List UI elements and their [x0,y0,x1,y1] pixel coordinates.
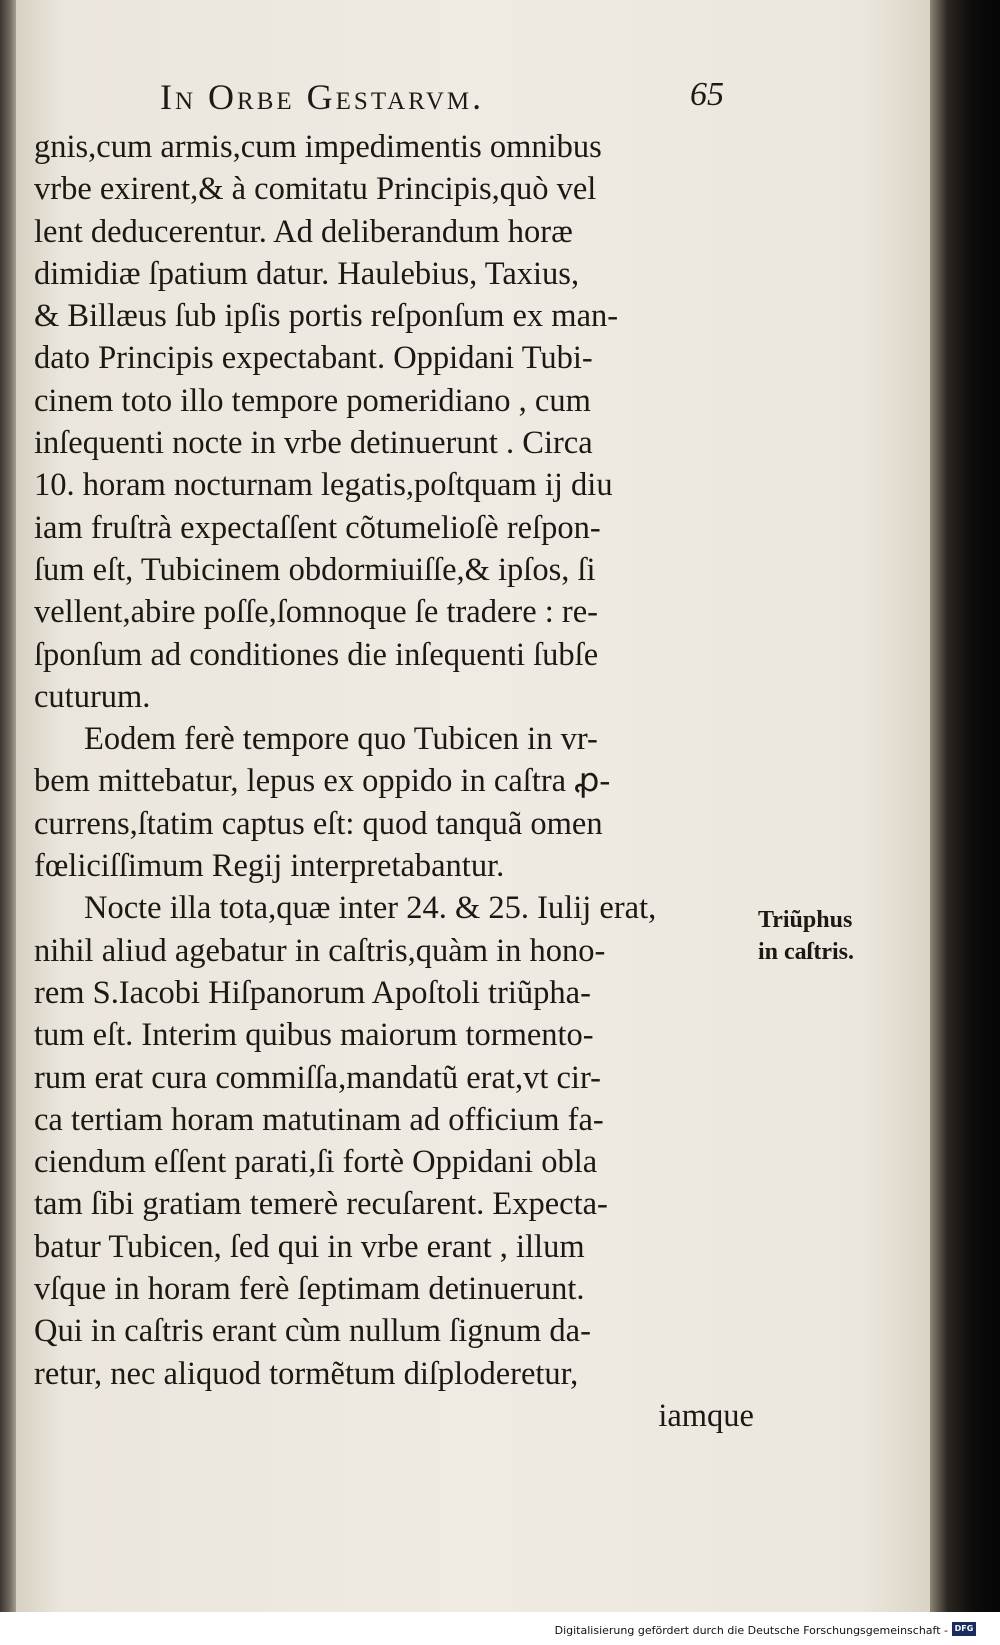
text-line: ſponſum ad conditiones die inſequenti ſubſe [34,636,599,673]
text-line: 10. horam nocturnam legatis,poſtquam ij diu [34,467,613,504]
text-line: cinem toto illo tempore pomeridiano , cum [34,382,591,419]
text-line: fœliciſſimum Regij interpretabantur. [34,848,505,885]
text-line: vrbe exirent,& à comitatu Principis,quò vel [34,171,597,208]
digitization-credit: Digitalisierung gefördert durch die Deutsche Forschungsgemeinschaft - [554,1624,948,1637]
text-line: inſequenti nocte in vrbe detinuerunt . Circa [34,425,593,462]
text-line: tum eſt. Interim quibus maiorum tormento- [34,1017,594,1054]
catchword: iamque [658,1397,754,1434]
text-line: ſum eſt, Tubicinem obdormiuiſſe,& ipſos, ſi [34,551,596,588]
text-line: cuturum. [34,678,151,715]
body-text [34,126,754,1437]
text-line: retur, nec aliquod tormẽtum diſploderetur, [34,1355,579,1392]
text-line: dato Principis expectabant. Oppidani Tubi- [34,340,593,377]
text-line: dimidiæ ſpatium datur. Haulebius, Taxius, [34,255,580,292]
text-line: currens,ſtatim captus eſt: quod tanquã omen [34,805,603,842]
margin-note-line: in caſtris. [758,939,854,965]
text-line: ciendum eſſent parati,ſi fortè Oppidani obla [34,1144,598,1181]
text-line: Eodem ferè tempore quo Tubicen in vr- [84,721,598,758]
dfg-logo: DFG [952,1622,976,1636]
text-line: tam ſibi gratiam temerè recuſarent. Expecta- [34,1186,608,1223]
text-line: lent deducerentur. Ad deliberandum horæ [34,213,573,250]
text-line: & Billæus ſub ipſis portis reſponſum ex man- [34,298,619,335]
text-line: Nocte illa tota,quæ inter 24. & 25. Iulij erat, [84,890,657,927]
scan-left-edge [0,0,16,1612]
text-line: vellent,abire poſſe,ſomnoque ſe tradere : re- [34,594,598,631]
text-line: ca tertiam horam matutinam ad officium fa- [34,1101,604,1138]
text-line: rum erat cura commiſſa,mandatũ erat,vt cir- [34,1059,601,1096]
margin-note [758,904,908,968]
text-line: batur Tubicen, ſed qui in vrbe erant , illum [34,1228,585,1265]
text-line: bem mittebatur, lepus ex oppido in caſtra ꝓ- [34,763,611,800]
running-head: In Orbe Gestarvm. [160,77,485,117]
page-header [160,76,760,126]
text-line: nihil aliud agebatur in caſtris,quàm in hono- [34,932,606,969]
text-line: Qui in caſtris erant cùm nullum ſignum da- [34,1313,591,1350]
margin-note-line: Triũphus [758,907,853,933]
page-number: 65 [690,76,724,113]
text-line: vſque in horam ferè ſeptimam detinuerunt. [34,1271,585,1308]
text-line: rem S.Iacobi Hiſpanorum Apoſtoli triũpha- [34,974,591,1011]
text-line: gnis,cum armis,cum impedimentis omnibus [34,129,602,165]
scan-right-edge [930,0,1000,1612]
text-line: iam fruſtrà expectaſſent cõtumelioſè reſpon- [34,509,601,546]
